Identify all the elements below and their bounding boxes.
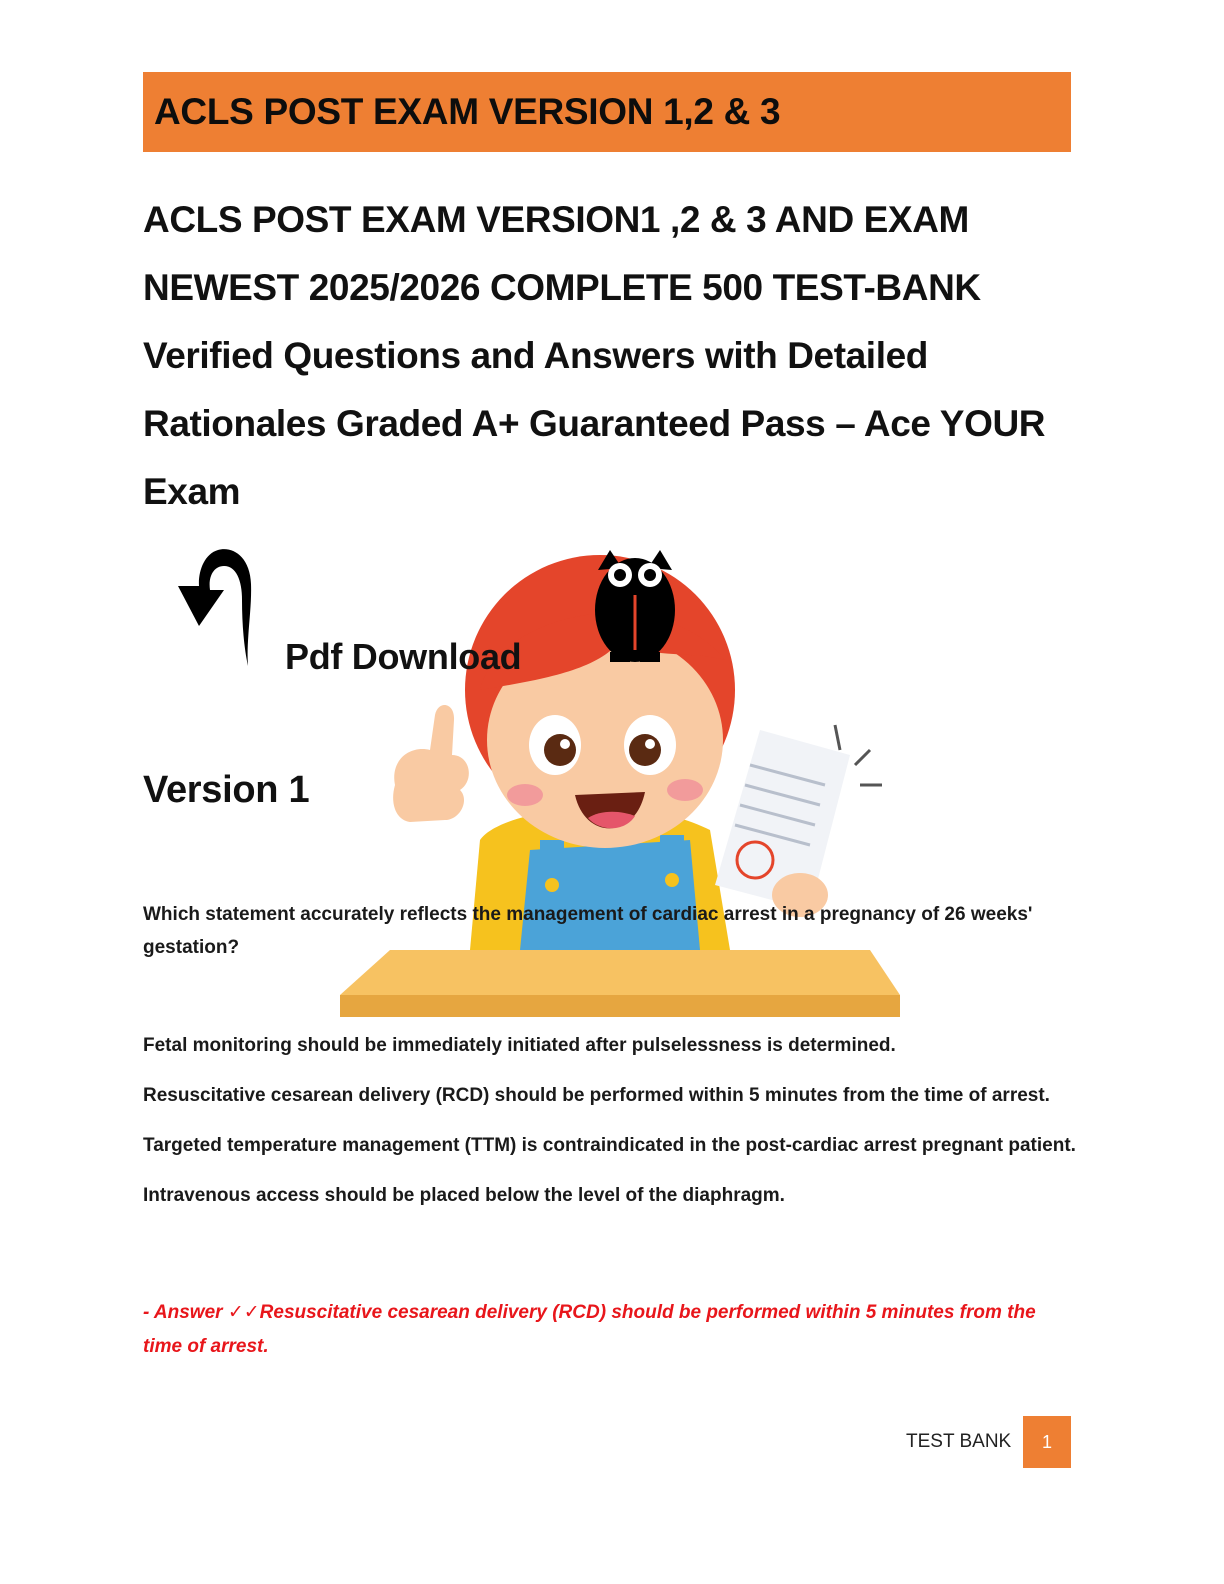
question-text: Which statement accurately reflects the management of cardiac arrest in a pregnancy of 26 weeks' gestation? bbox=[143, 904, 1033, 958]
option-4: Intravenous access should be placed below the level of the diaphragm. bbox=[143, 1185, 785, 1206]
footer-label: TEST BANK bbox=[906, 1431, 1012, 1452]
title-banner bbox=[143, 72, 1071, 152]
back-arrow-icon bbox=[152, 544, 262, 668]
option-1: Fetal monitoring should be immediately initiated after pulselessness is determined. bbox=[143, 1035, 896, 1056]
page-number: 1 bbox=[1041, 1431, 1052, 1452]
version-title: Version 1 bbox=[143, 769, 310, 811]
document-heading: ACLS POST EXAM VERSION1 ,2 & 3 AND EXAM NEWEST 2025/2026 COMPLETE 500 TEST-BANK Verified Questions and Answers with Detailed Rationales Graded A+ Guaranteed Pass – Ace YOUR Exam bbox=[143, 199, 1046, 512]
banner-title: ACLS POST EXAM VERSION 1,2 & 3 bbox=[154, 91, 781, 132]
owl-logo-icon bbox=[595, 550, 675, 662]
pdf-download-label: Pdf Download bbox=[285, 636, 522, 677]
correct-answer: - Answer ✓✓Resuscitative cesarean delivery (RCD) should be performed within 5 minutes from the time of arrest. bbox=[143, 1302, 1036, 1357]
page-number-badge bbox=[1023, 1416, 1071, 1468]
answer-options bbox=[143, 1029, 1078, 1229]
option-2: Resuscitative cesarean delivery (RCD) should be performed within 5 minutes from the time of arrest. bbox=[143, 1085, 1050, 1106]
option-3: Targeted temperature management (TTM) is contraindicated in the post-cardiac arrest pregnant patient. bbox=[143, 1135, 1076, 1156]
